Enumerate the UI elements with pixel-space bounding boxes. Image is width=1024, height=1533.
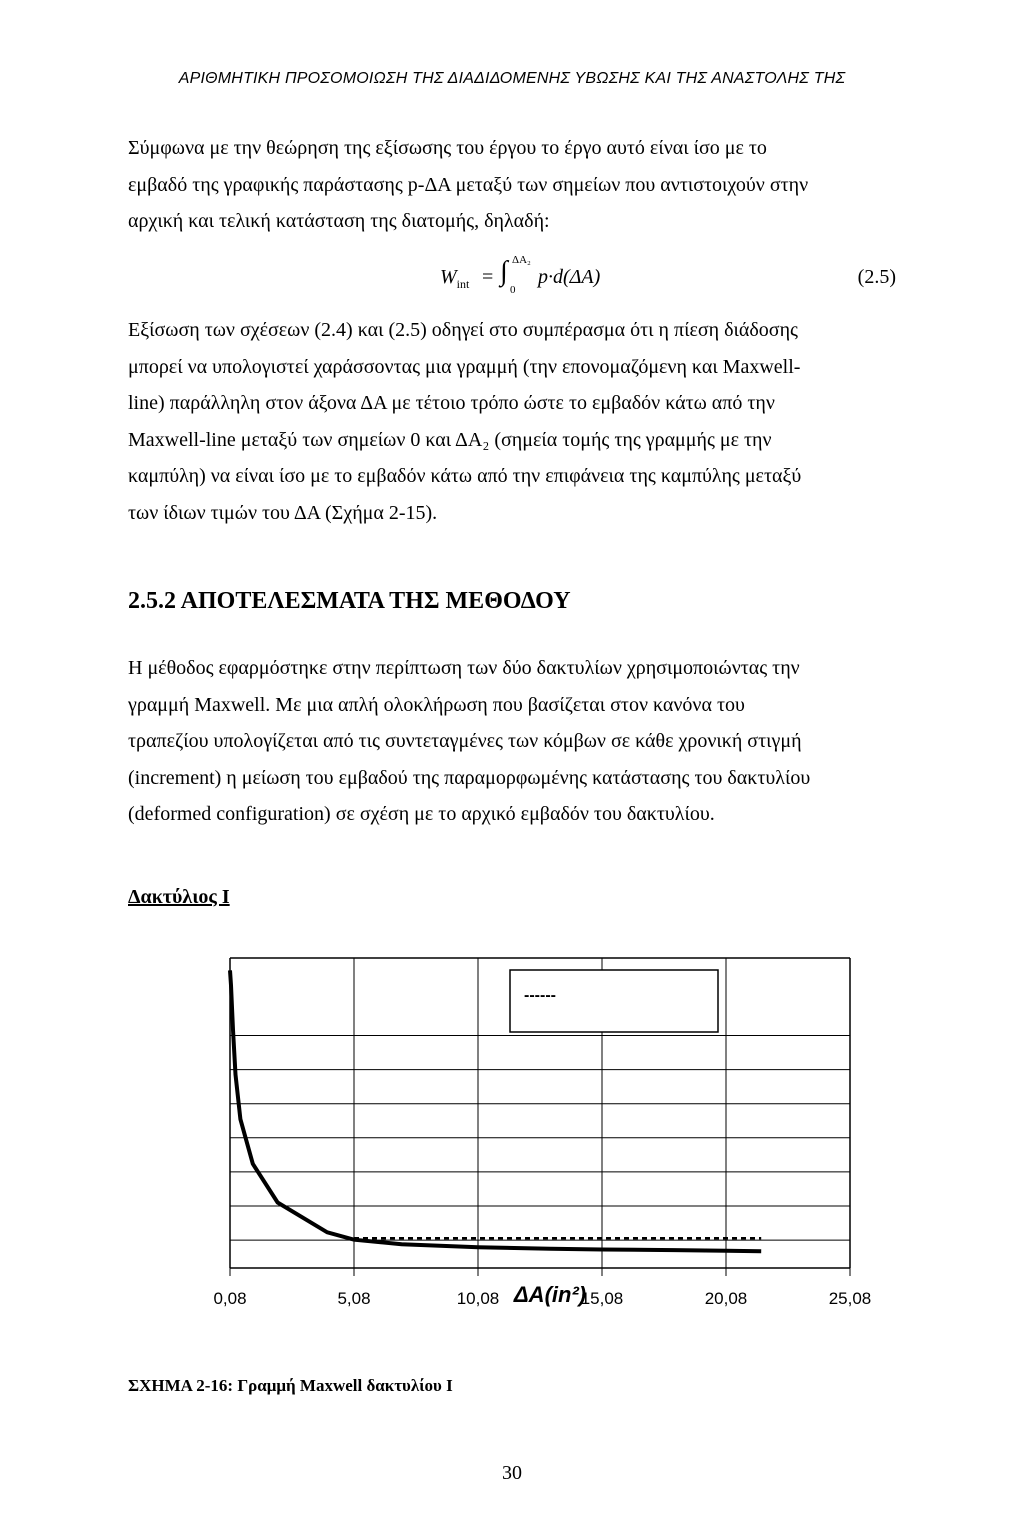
- paragraph-intro: [128, 130, 896, 240]
- equation-subscript: int: [456, 277, 470, 291]
- x-tick-label: 25,08: [828, 1289, 872, 1308]
- x-tick-label: 0,08: [213, 1289, 247, 1308]
- equation-2-5: [440, 254, 896, 302]
- figure-caption: ΣΧΗΜΑ 2-16: Γραμμή Maxwell δακτυλίου Ι: [128, 1376, 453, 1395]
- text-line: καμπύλη) να είναι ίσο με το εμβαδόν κάτω από την επιφάνεια της καμπύλης μεταξύ: [128, 465, 802, 488]
- text-line: Εξίσωση των σχέσεων (2.4) και (2.5) οδηγεί στο συμπέρασμα ότι η πίεση διάδοσης: [128, 319, 798, 341]
- x-tick-label: 20,08: [704, 1289, 748, 1308]
- running-header: ΑΡΙΘΜΗΤΙΚΗ ΠΡΟΣΟΜΟΙΩΣΗ ΤΗΣ ΔΙΑΔΙΔΟΜΕΝΗΣ ΥΒΩΣΗΣ ΚΑΙ ΤΗΣ ΑΝΑΣΤΟΛΗΣ ΤΗΣ: [178, 70, 846, 87]
- legend-entry: ------: [524, 987, 556, 1004]
- paragraph-maxwell: [128, 312, 896, 532]
- x-tick-label: 15,08: [580, 1289, 624, 1308]
- text-line: Σύμφωνα με την θεώρηση της εξίσωσης του έργου το έργο αυτό είναι ίσο με το: [128, 137, 767, 159]
- text-line: (increment) η μείωση του εμβαδού της παραμορφωμένης κατάστασης του δακτυλίου: [128, 766, 811, 789]
- maxwell-line-chart: [200, 950, 900, 1310]
- x-tick-label: 10,08: [456, 1289, 500, 1308]
- legend-box: [510, 970, 718, 1032]
- integral-sign: ∫: [500, 256, 508, 287]
- text-line: (deformed configuration) σε σχέση με το αρχικό εμβαδόν του δακτυλίου.: [128, 803, 715, 826]
- section-title: 2.5.2 ΑΠΟΤΕΛΕΣΜΑΤΑ ΤΗΣ ΜΕΘΟΔΟΥ: [128, 588, 571, 614]
- integrand: p·d(ΔΑ): [538, 266, 601, 288]
- text-line: τραπεζίου υπολογίζεται από τις συντεταγμένες των κόμβων σε κάθε χρονική στιγμή: [128, 730, 802, 753]
- x-axis-title: ΔΑ(in²): [513, 1282, 587, 1307]
- equation-lhs: [440, 266, 469, 292]
- equation-number: (2.5): [857, 266, 896, 288]
- text-line: μπορεί να υπολογιστεί χαράσσοντας μια γραμμή (την επονομαζόμενη και Maxwell-: [128, 355, 801, 378]
- equation-equals: =: [482, 266, 494, 288]
- text-line: line) παράλληλη στον άξονα ΔΑ με τέτοιο τρόπο ώστε το εμβαδόν κάτω από την: [128, 392, 775, 415]
- integral-lower-limit: 0: [510, 284, 516, 296]
- subsection-title: Δακτύλιος Ι: [128, 886, 230, 908]
- text-line: Η μέθοδος εφαρμόστηκε στην περίπτωση των δύο δακτυλίων χρησιμοποιώντας την: [128, 657, 800, 679]
- paragraph-results: [128, 650, 896, 833]
- page-number: 30: [502, 1462, 522, 1484]
- equation-symbol: W: [440, 266, 457, 288]
- x-tick-label: 5,08: [337, 1289, 371, 1308]
- text-line: γραμμή Maxwell. Με μια απλή ολοκλήρωση που βασίζεται στον κανόνα του: [128, 693, 745, 716]
- integral-upper-limit: ΔΑ₂: [512, 254, 531, 266]
- text-line: αρχική και τελική κατάσταση της διατομής, δηλαδή:: [128, 210, 550, 233]
- text-line: Maxwell-line μεταξύ των σημείων 0 και ΔΑ₂ (σημεία τομής της γραμμής με την: [128, 428, 772, 451]
- text-line: των ίδιων τιμών του ΔΑ (Σχήμα 2-15).: [128, 501, 438, 524]
- text-line: εμβαδό της γραφικής παράστασης p-ΔΑ μεταξύ των σημείων που αντιστοιχούν στην: [128, 173, 809, 196]
